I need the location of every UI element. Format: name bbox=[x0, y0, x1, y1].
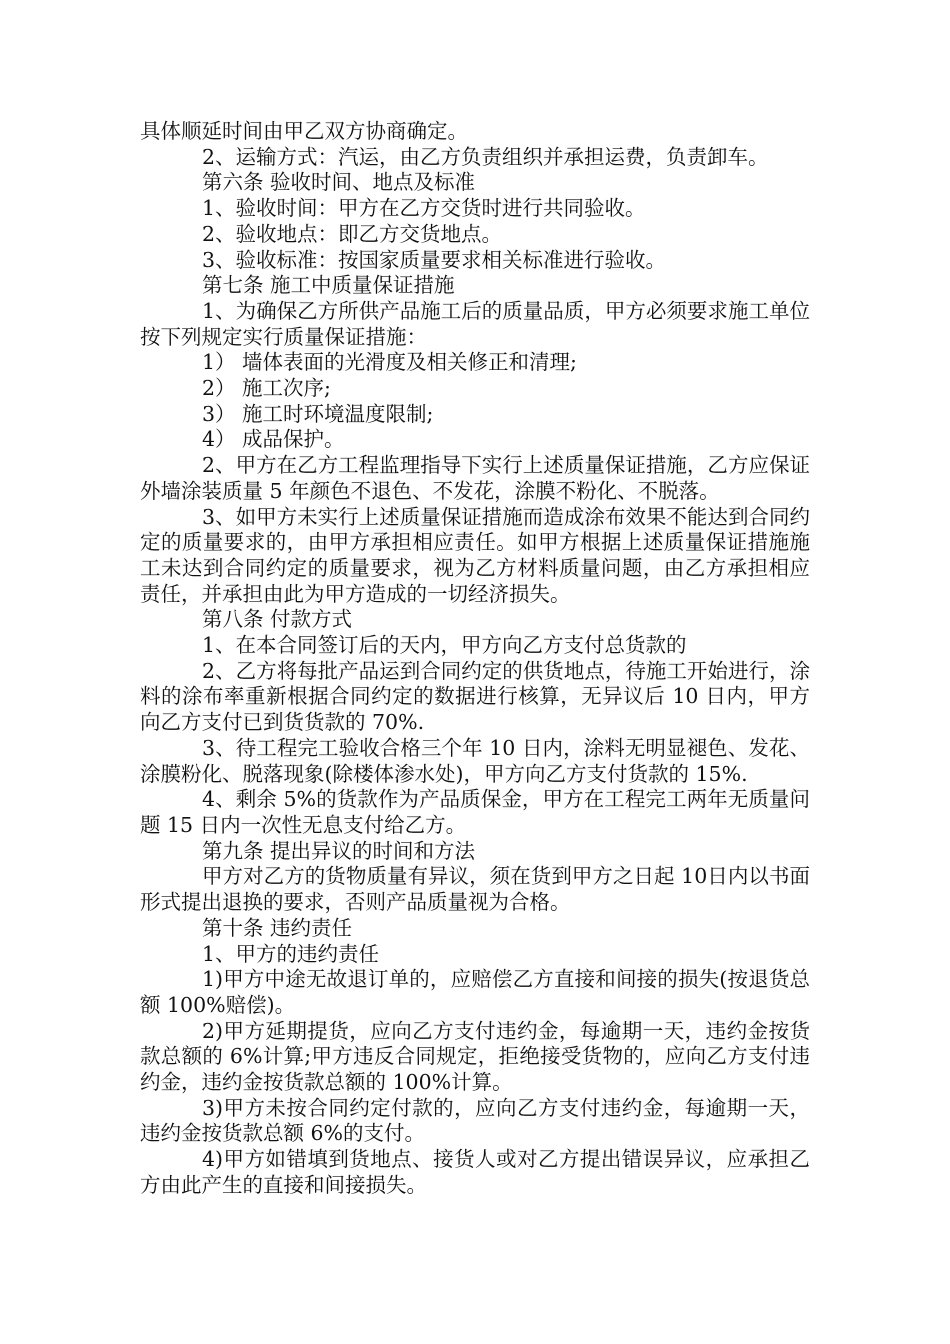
paragraph: 2、甲方在乙方工程监理指导下实行上述质量保证措施，乙方应保证外墙涂装质量 5 年颜色不退色、不发花，涂膜不粉化、不脱落。 bbox=[140, 453, 810, 503]
paragraph: 1、在本合同签订后的天内，甲方向乙方支付总货款的 bbox=[202, 633, 687, 658]
list-item: 2） 施工次序; bbox=[202, 376, 331, 401]
section-heading: 第六条 验收时间、地点及标准 bbox=[202, 170, 476, 195]
paragraph: 1、甲方的违约责任 bbox=[202, 941, 380, 966]
paragraph: 3、如甲方未实行上述质量保证措施而造成涂布效果不能达到合同约定的质量要求的，由甲方承担相应责任。如甲方根据上述质量保证措施施工未达到合同约定的质量要求，视为乙方材料质量问题，由乙方承担相应责任，并承担由此为甲方造成的一切经济损失。 bbox=[140, 504, 810, 606]
list-item: 3） 施工时环境温度限制; bbox=[202, 401, 434, 426]
paragraph: 1)甲方中途无故退订单的，应赔偿乙方直接和间接的损失(按退货总额 100%赔偿)。 bbox=[140, 967, 810, 1017]
paragraph: 1、验收时间：甲方在乙方交货时进行共同验收。 bbox=[202, 196, 646, 221]
paragraph: 甲方对乙方的货物质量有异议，须在货到甲方之日起 10日内以书面形式提出退换的要求，否则产品质量视为合格。 bbox=[140, 864, 810, 915]
paragraph: 2)甲方延期提货，应向乙方支付违约金，每逾期一天，违约金按货款总额的 6%计算;甲方违反合同规定，拒绝接受货物的，应向乙方支付违约金，违约金按货款总额的 100%计算。 bbox=[140, 1018, 810, 1095]
paragraph: 4、剩余 5%的货款作为产品质保金，甲方在工程完工两年无质量问题 15 日内一次性无息支付给乙方。 bbox=[140, 787, 810, 837]
paragraph: 1、为确保乙方所供产品施工后的质量品质，甲方必须要求施工单位按下列规定实行质量保证措施： bbox=[140, 298, 810, 349]
section-heading: 第九条 提出异议的时间和方法 bbox=[202, 838, 476, 863]
paragraph: 4)甲方如错填到货地点、接货人或对乙方提出错误异议，应承担乙方由此产生的直接和间接损失。 bbox=[140, 1147, 810, 1197]
list-item: 4） 成品保护。 bbox=[202, 427, 345, 452]
section-heading: 第十条 违约责任 bbox=[202, 915, 353, 940]
paragraph: 3、待工程完工验收合格三个年 10 日内，涂料无明显褪色、发花、涂膜粉化、脱落现象(除楼体渗水处)，甲方向乙方支付货款的 15%. bbox=[140, 735, 810, 786]
paragraph: 3)甲方未按合同约定付款的，应向乙方支付违约金，每逾期一天，违约金按货款总额 6%的支付。 bbox=[140, 1095, 810, 1146]
paragraph: 具体顺延时间由甲乙双方协商确定。 bbox=[140, 119, 468, 143]
paragraph: 2、验收地点：即乙方交货地点。 bbox=[202, 221, 503, 246]
paragraph: 2、运输方式：汽运，由乙方负责组织并承担运费，负责卸车。 bbox=[202, 144, 769, 169]
list-item: 1） 墙体表面的光滑度及相关修正和清理; bbox=[202, 350, 577, 375]
document-body bbox=[140, 119, 810, 1199]
paragraph: 3、验收标准：按国家质量要求相关标准进行验收。 bbox=[202, 247, 667, 272]
section-heading: 第七条 施工中质量保证措施 bbox=[202, 273, 455, 298]
paragraph: 2、乙方将每批产品运到合同约定的供货地点，待施工开始进行，涂料的涂布率重新根据合同约定的数据进行核算，无异议后 10 日内，甲方向乙方支付已到货货款的 70%. bbox=[140, 658, 810, 735]
section-heading: 第八条 付款方式 bbox=[202, 607, 353, 632]
